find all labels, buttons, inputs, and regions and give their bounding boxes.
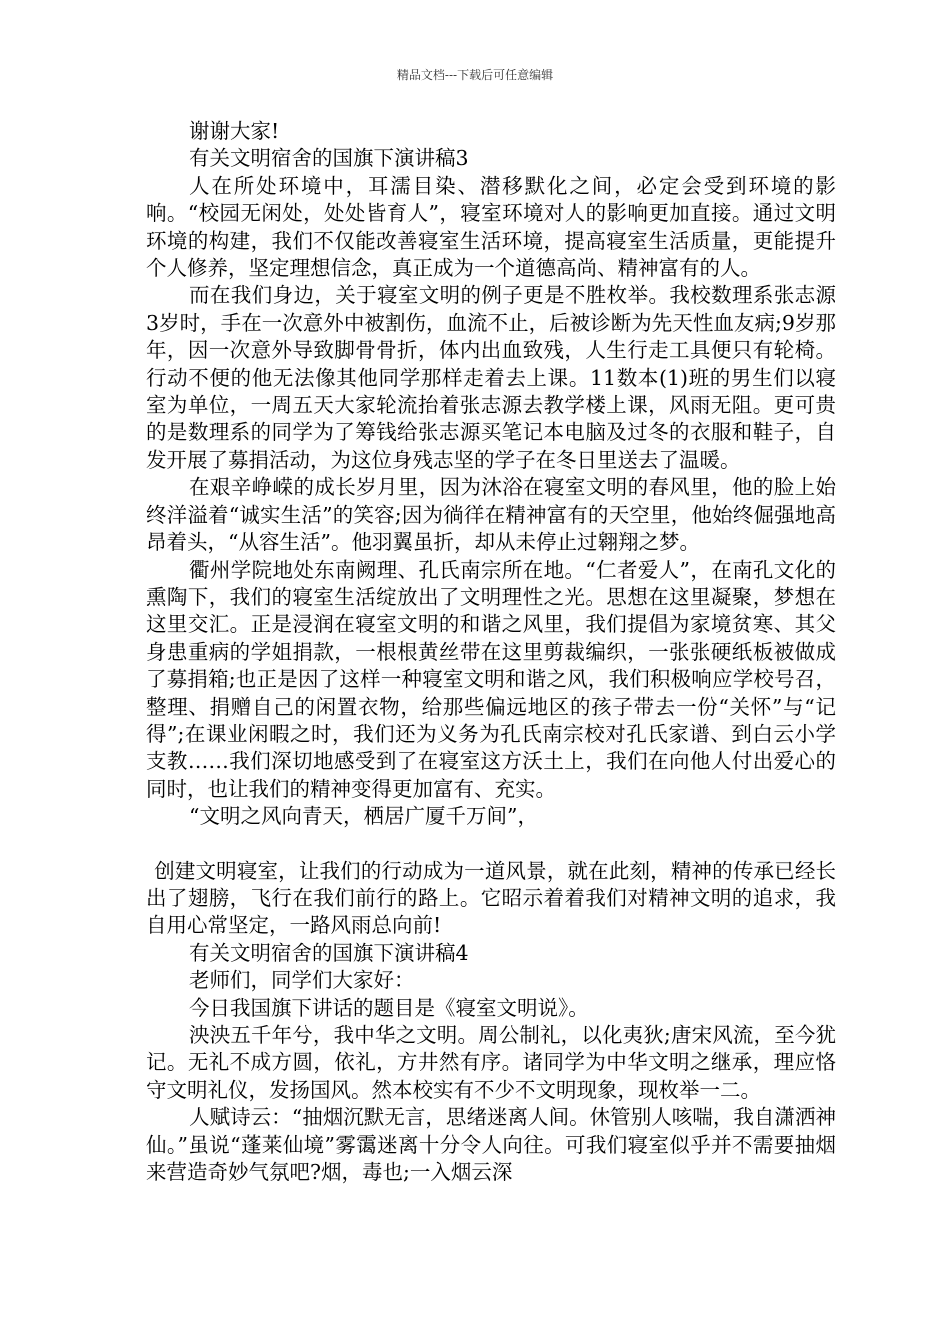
salutation: 老师们，同学们大家好： — [189, 968, 415, 993]
paragraph: 创建文明寝室，让我们的行动成为一道风景，就在此刻，精神的传承已经长出了翅膀，飞行在我们前行的路上。它昭示着着我们对精神文明的追求，我自用心常坚定，一路风雨总向前! — [146, 858, 836, 938]
section-title: 有关文明宿舍的国旗下演讲稿3 — [189, 146, 469, 171]
paragraph: 谢谢大家! — [189, 119, 280, 143]
quote-line: “文明之风向青天，栖居广厦千万间”， — [189, 804, 539, 829]
page-header: 精品文档---下载后可任意编辑 — [396, 68, 554, 82]
paragraph: 人赋诗云：“抽烟沉默无言，思绪迷离人间。休管别人咳喘，我自潇洒神仙。”虽说“蓬莱仙境”雾霭迷离十分令人向往。可我们寝室似乎并不需要抽烟来营造奇妙气氛吧?烟，毒也;一入烟云深 — [146, 1105, 836, 1185]
paragraph: 人在所处环境中，耳濡目染、潜移默化之间，必定会受到环境的影响。“校园无闲处，处处皆育人”，寝室环境对人的影响更加直接。通过文明环境的构建，我们不仅能改善寝室生活环境，提高寝室生活质量，更能提升个人修养，坚定理想信念，真正成为一个道德高尚、精神富有的人。 — [146, 173, 836, 281]
section-title: 有关文明宿舍的国旗下演讲稿4 — [189, 940, 469, 965]
paragraph: 而在我们身边，关于寝室文明的例子更是不胜枚举。我校数理系张志源3岁时，手在一次意外中被割伤，血流不止，后被诊断为先天性血友病;9岁那年，因一次意外导致脚骨骨折，体内出血致残，人生行走工具便只有轮椅。行动不便的他无法像其他同学那样走着去上课。11数本(1)班的男生们以寝室为单位，一周五天大家轮流抬着张志源去教学楼上课，风雨无阻。更可贵的是数理系的同学为了筹钱给张志源买笔记本电脑及过冬的衣服和鞋子，自发开展了募捐活动，为这位身残志坚的学子在冬日里送去了温暖。 — [146, 283, 836, 472]
paragraph: 今日我国旗下讲话的题目是《寝室文明说》。 — [189, 995, 589, 1020]
paragraph: 衢州学院地处东南阙理、孔氏南宗所在地。“仁者爱人”，在南孔文化的熏陶下，我们的寝室生活绽放出了文明理性之光。思想在这里凝聚，梦想在这里交汇。正是浸润在寝室文明的和谐之风里，我们提倡为家境贫寒、其父身患重病的学姐捐款，一根根黄丝带在这里剪裁编织，一张张硬纸板被做成了募捐箱;也正是因了这样一种寝室文明和谐之风，我们积极响应学校号召，整理、捐赠自己的闲置衣物，给那些偏远地区的孩子带去一份“关怀”与“记得”;在课业闲暇之时，我们还为义务为孔氏南宗校对孔氏家谱、到白云小学支教……我们深切地感受到了在寝室这方沃土上，我们在向他人付出爱心的同时，也让我们的精神变得更加富有、充实。 — [146, 557, 836, 801]
paragraph: 在艰辛峥嵘的成长岁月里，因为沐浴在寝室文明的春风里，他的脸上始终洋溢着“诚实生活”的笑容;因为徜徉在精神富有的天空里，他始终倔强地高昂着头，“从容生活”。他羽翼虽折，却从未停止过翱翔之梦。 — [146, 475, 836, 555]
blank-line — [146, 831, 836, 858]
paragraph: 泱泱五千年兮，我中华之文明。周公制礼，以化夷狄;唐宋风流，至今犹记。无礼不成方圆，依礼，方井然有序。诸同学为中华文明之继承，理应恪守文明礼仪，发扬国风。然本校实有不少不文明现象，现枚举一二。 — [146, 1023, 836, 1102]
document-body — [146, 118, 836, 1186]
